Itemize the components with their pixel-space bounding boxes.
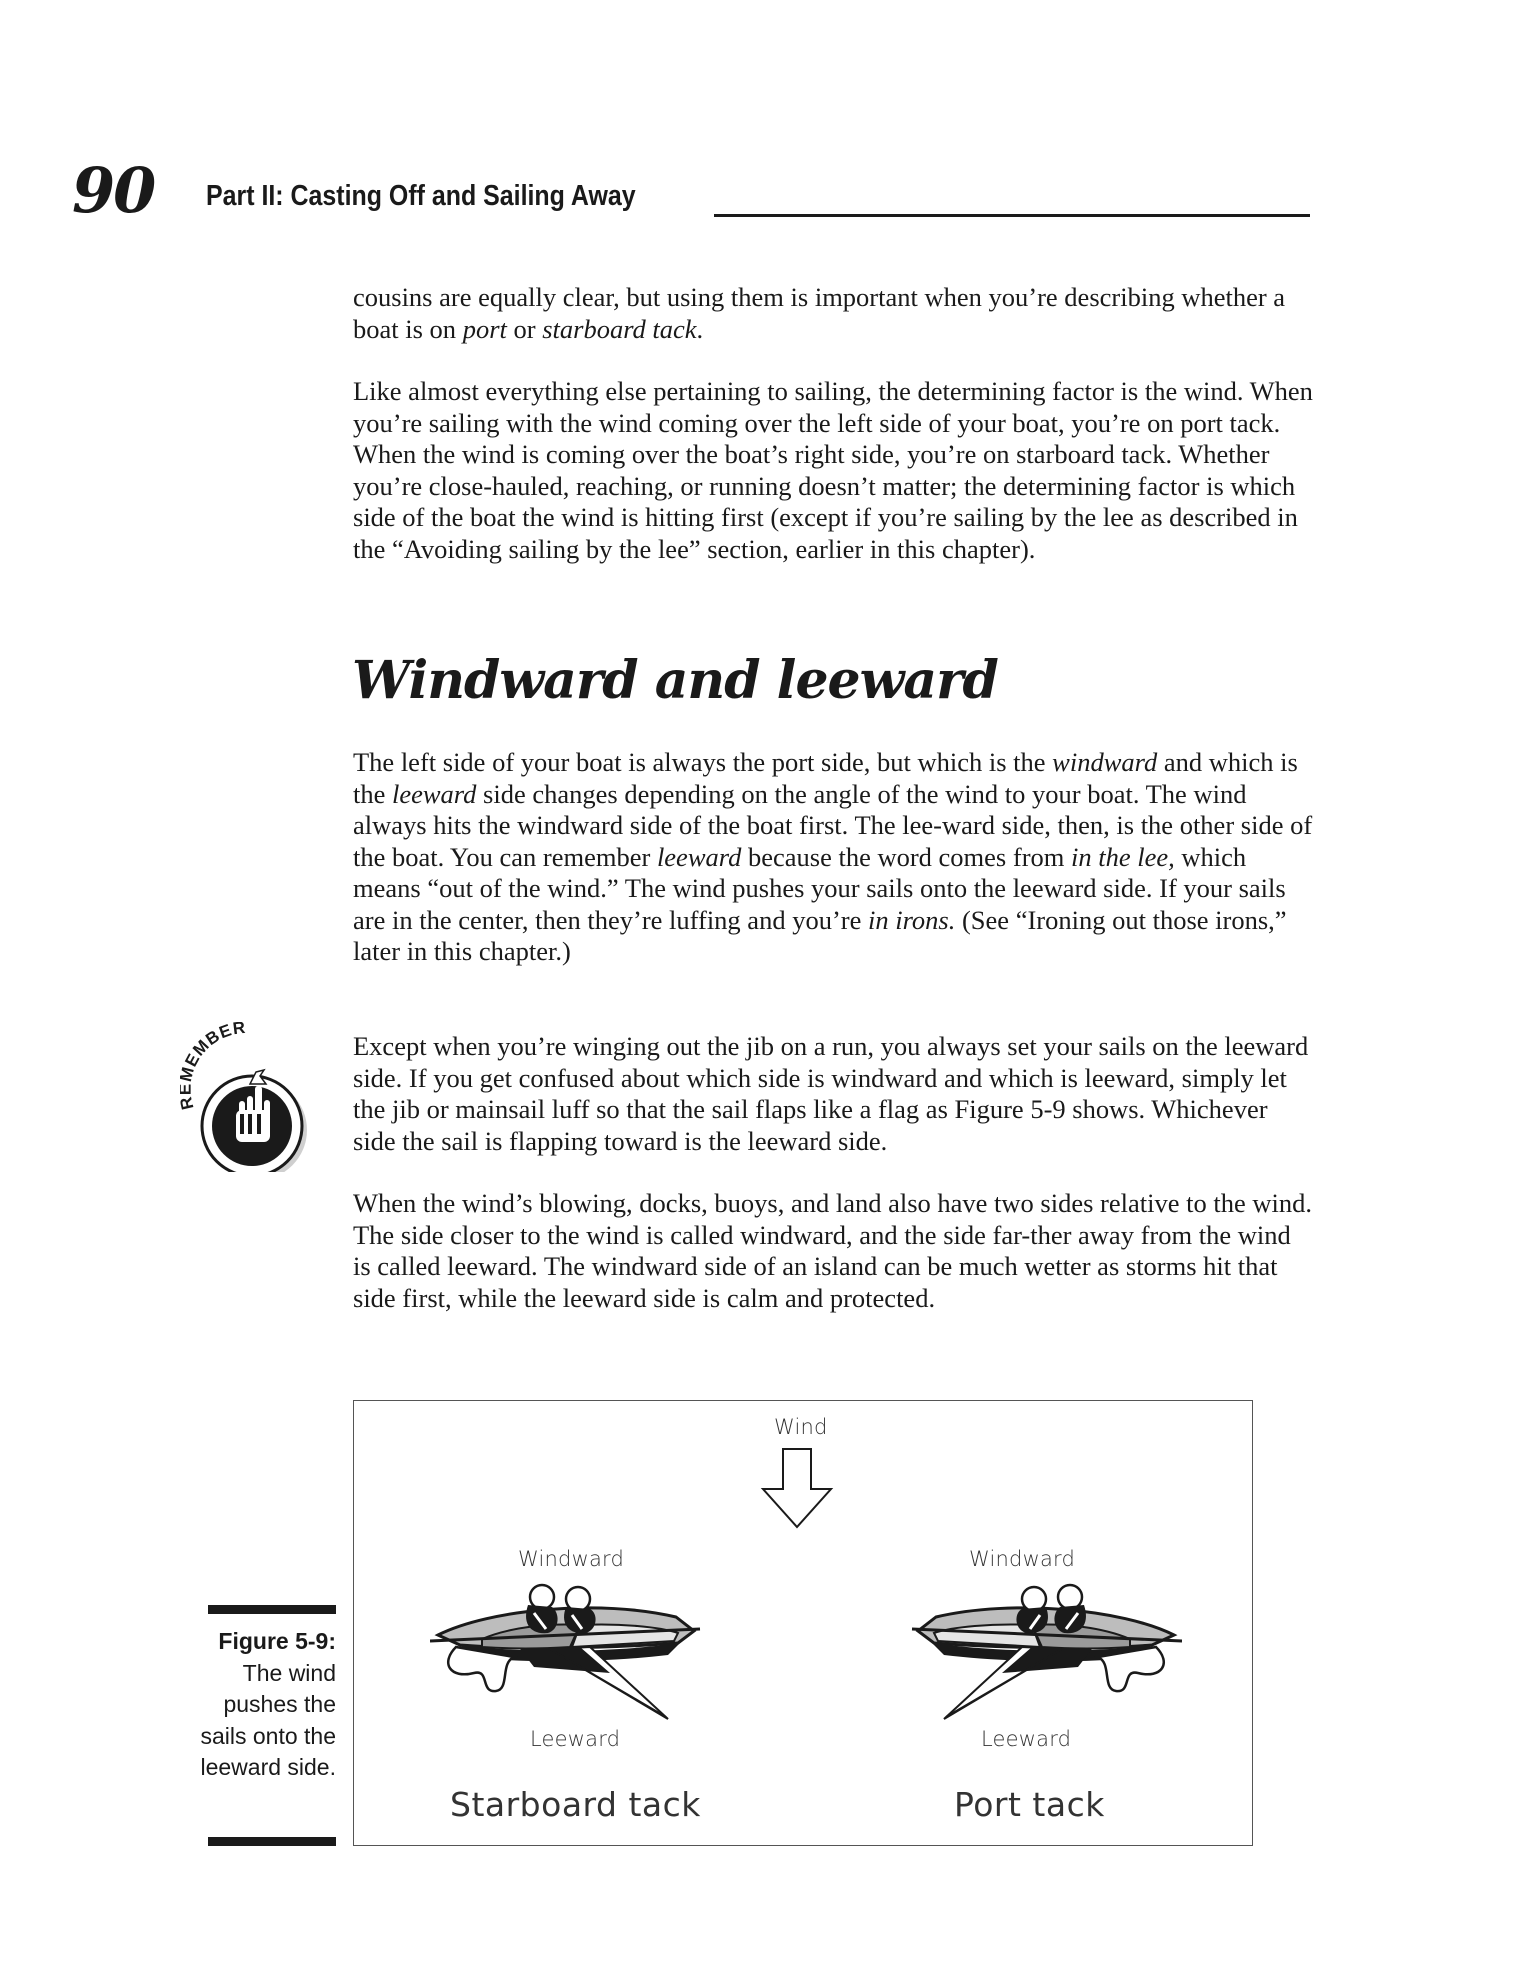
paragraph-4: Except when you’re winging out the jib on a run, you always set your sails on the leeward side. If you get confused about which side is windward and which is leeward, simply let the jib or mainsail luff so that the sail flaps like a flag as Figure 5-9 shows. Whichever side the sail is flapping toward is the leeward side.: [353, 1031, 1309, 1156]
right-leeward-label: Leeward: [981, 1727, 1072, 1751]
wind-label: Wind: [774, 1415, 828, 1439]
left-leeward-label: Leeward: [530, 1727, 621, 1751]
caption-bar-bottom: [208, 1837, 336, 1846]
remember-icon: [180, 1022, 310, 1172]
port-tack-label: Port tack: [954, 1785, 1105, 1824]
paragraph-5: When the wind’s blowing, docks, buoys, and land also have two sides relative to the wind. The side closer to the wind is called windward, and the side far-ther away from the wind is called leeward. The windward side of an island can be much wetter as storms hit that side first, while the leeward side is calm and protected.: [353, 1188, 1312, 1313]
paragraph-1: cousins are equally clear, but using them is important when you’re describing whether a boat is on port or starboard tack.: [353, 282, 1286, 344]
running-head: Part II: Casting Off and Sailing Away: [206, 180, 636, 212]
section-title: Windward and leeward: [352, 650, 998, 711]
paragraph-3: The left side of your boat is always the port side, but which is the windward and which is the leeward side changes depending on the angle of the wind to your boat. The wind always hits the windward side of the boat first. The lee-ward side, then, is the other side of the boat. You can remember leeward because the word comes from in the lee, which means “out of the wind.” The wind pushes your sails onto the leeward side. If your sails are in the center, then they’re luffing and you’re in irons. (See “Ironing out those irons,” later in this chapter.): [353, 747, 1313, 966]
starboard-tack-label: Starboard tack: [450, 1785, 701, 1824]
right-windward-label: Windward: [969, 1547, 1076, 1571]
page-number: 90: [72, 154, 155, 227]
left-windward-label: Windward: [518, 1547, 625, 1571]
figure-5-9: [353, 1400, 1253, 1846]
header-rule: [714, 214, 1310, 217]
wind-arrow-icon: [759, 1447, 835, 1531]
starboard-tack-boat: [430, 1583, 730, 1723]
figure-caption-text: The wind pushes the sails onto the leeward side.: [200, 1659, 336, 1780]
figure-label: Figure 5-9:: [218, 1628, 336, 1654]
figure-caption: [190, 1626, 336, 1784]
paragraph-2: Like almost everything else pertaining to sailing, the determining factor is the wind. When you’re sailing with the wind coming over the left side of your boat, you’re on port tack. When the wind is coming over the boat’s right side, you’re on starboard tack. Whether you’re close-hauled, reaching, or running doesn’t matter; the determining factor is which side of the boat the wind is hitting first (except if you’re sailing by the lee as described in the “Avoiding sailing by the lee” section, earlier in this chapter).: [353, 376, 1313, 564]
port-tack-boat: [882, 1583, 1182, 1723]
remember-label: EMBER: [181, 1022, 248, 1070]
caption-bar-top: [208, 1605, 336, 1614]
